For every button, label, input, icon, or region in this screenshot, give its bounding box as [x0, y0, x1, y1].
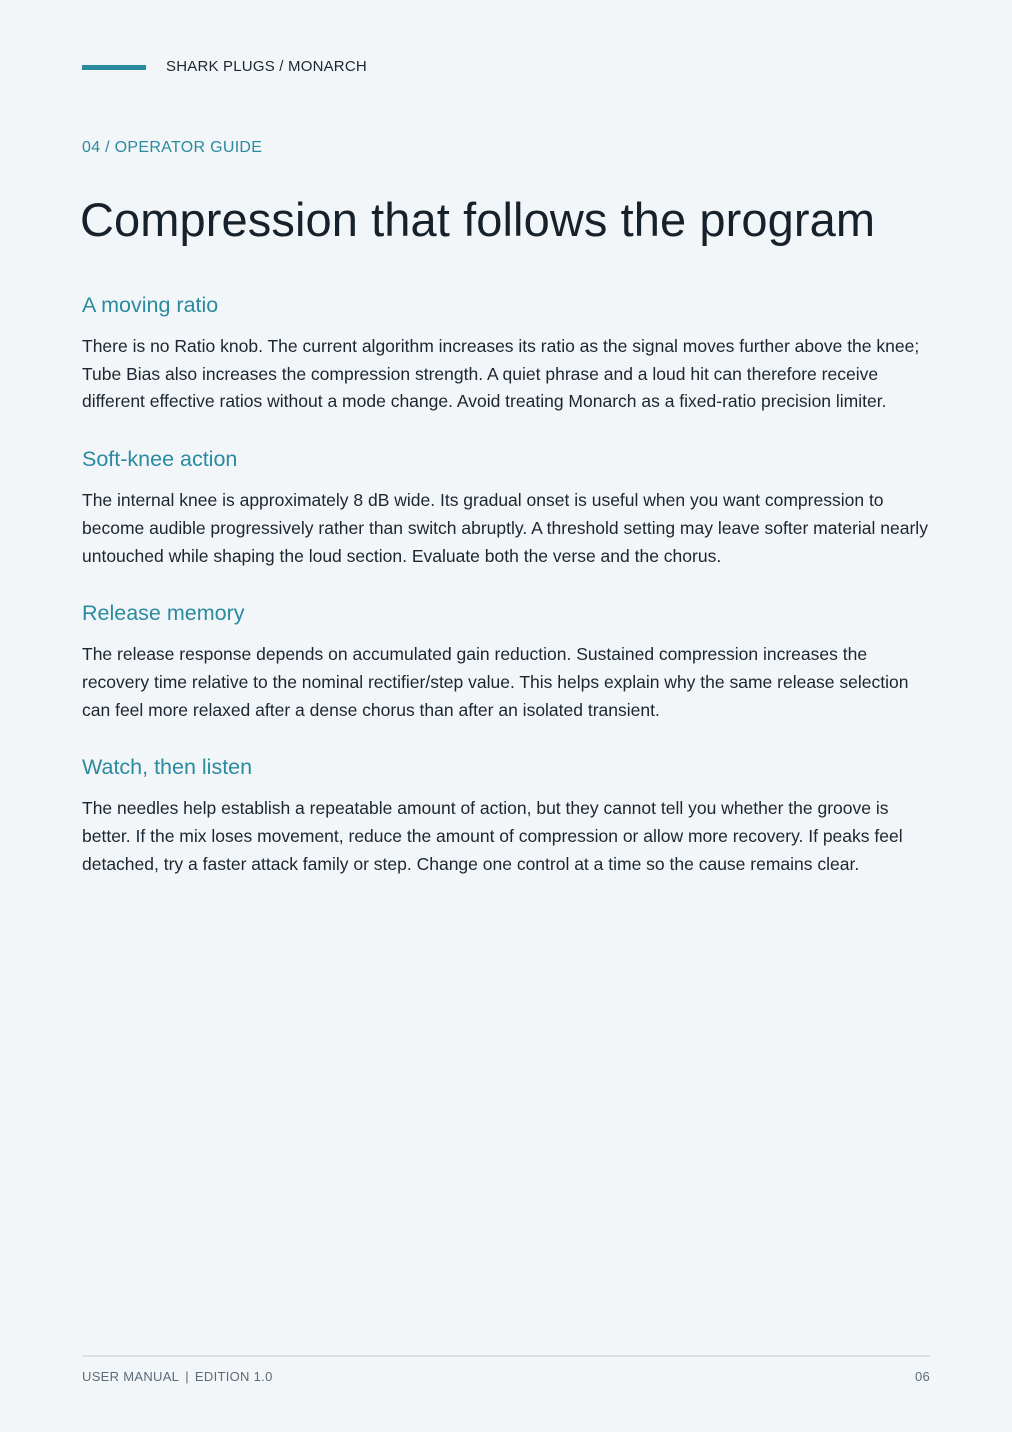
section-soft-knee-action	[82, 444, 932, 570]
section-body: There is no Ratio knob. The current algorithm increases its ratio as the signal moves further above the knee; Tube Bias also increases the compression strength. A quiet phrase and a loud hit can therefore receive different effective ratios without a mode change. Avoid treating Monarch as a fixed-ratio precision limiter.	[82, 336, 920, 412]
section-heading: Soft-knee action	[82, 447, 238, 472]
footer-edition-info	[82, 1369, 273, 1384]
footer-edition-label: EDITION 1.0	[194, 1369, 273, 1384]
section-watch-then-listen	[82, 752, 932, 878]
page-title: Compression that follows the program	[80, 193, 876, 246]
header-breadcrumb: SHARK PLUGS / MONARCH	[166, 58, 367, 75]
section-body: The release response depends on accumulated gain reduction. Sustained compression increases the recovery time relative to the nominal rectifier/step value. This helps explain why the same release selection can feel more relaxed after a dense chorus than after an isolated transient.	[82, 644, 909, 720]
header-accent-bar	[82, 65, 146, 70]
section-body: The needles help establish a repeatable amount of action, but they cannot tell you whether the groove is better. If the mix loses movement, reduce the amount of compression or allow more recovery. If peaks feel detached, try a faster attack family or step. Change one control at a time so the cause remains clear.	[82, 798, 903, 874]
section-heading: A moving ratio	[82, 293, 219, 317]
section-moving-ratio	[82, 290, 932, 416]
footer-divider	[82, 1355, 930, 1357]
section-heading: Watch, then listen	[82, 755, 253, 780]
footer-separator: |	[185, 1369, 189, 1384]
section-release-memory	[82, 598, 932, 724]
page-number: 06	[914, 1369, 930, 1384]
page-header	[82, 58, 367, 75]
footer-manual-label: USER MANUAL	[82, 1369, 180, 1384]
section-body: The internal knee is approximately 8 dB wide. Its gradual onset is useful when you want compression to become audible progressively rather than switch abruptly. A threshold setting may leave softer material nearly untouched while shaping the loud section. Evaluate both the verse and the chorus.	[82, 490, 928, 566]
main-content	[82, 290, 932, 906]
section-label: 04 / OPERATOR GUIDE	[82, 139, 263, 156]
section-heading: Release memory	[82, 601, 245, 626]
